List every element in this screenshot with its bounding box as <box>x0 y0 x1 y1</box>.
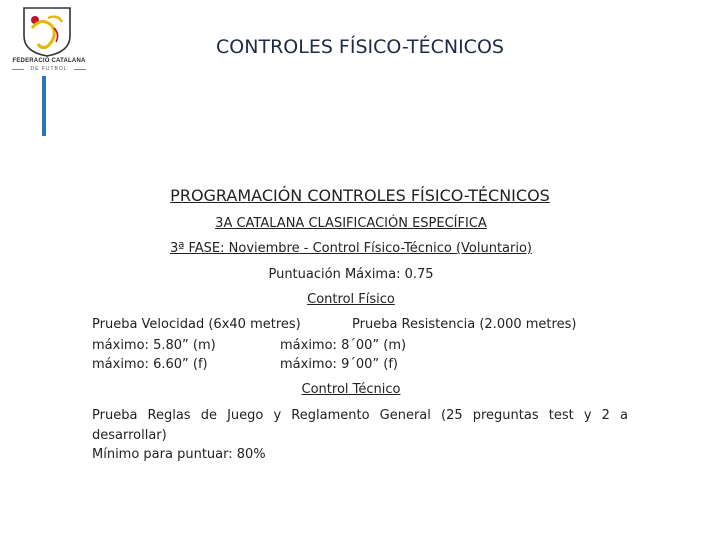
technical-control-heading: Control Técnico <box>301 382 401 397</box>
page-title: CONTROLES FÍSICO-TÉCNICOS <box>216 36 504 58</box>
min-score-line: Mínimo para puntuar: 80% <box>92 447 266 462</box>
endurance-max-men: máximo: 8´00” (m) <box>280 338 407 353</box>
max-score-line: Puntuación Máxima: 0.75 <box>268 267 434 282</box>
physical-control-heading: Control Físico <box>307 292 395 307</box>
speed-max-men: máximo: 5.80” (m) <box>92 338 216 353</box>
logo-sub: DE FUTBOL <box>30 66 68 72</box>
endurance-max-women: máximo: 9´00” (f) <box>280 357 398 372</box>
endurance-test-label: Prueba Resistencia (2.000 metres) <box>352 317 577 332</box>
speed-test-label: Prueba Velocidad (6x40 metres) <box>92 317 301 332</box>
speed-max-women: máximo: 6.60” (f) <box>92 357 208 372</box>
federation-shield-icon <box>8 6 86 58</box>
rules-test-text: Prueba Reglas de Juego y Reglamento General (25 preguntas test y 2 a desarrollar) <box>92 408 628 443</box>
accent-bar <box>42 76 46 136</box>
section-subtitle: PROGRAMACIÓN CONTROLES FÍSICO-TÉCNICOS <box>170 186 550 205</box>
category-line: 3A CATALANA CLASIFICACIÓN ESPECÍFICA <box>215 216 487 231</box>
logo-rule-right <box>74 69 86 70</box>
phase-line: 3ª FASE: Noviembre - Control Físico-Técnico (Voluntario) <box>169 241 533 256</box>
federation-logo <box>8 6 86 74</box>
logo-name: FEDERACIÓ CATALANA <box>12 58 86 64</box>
